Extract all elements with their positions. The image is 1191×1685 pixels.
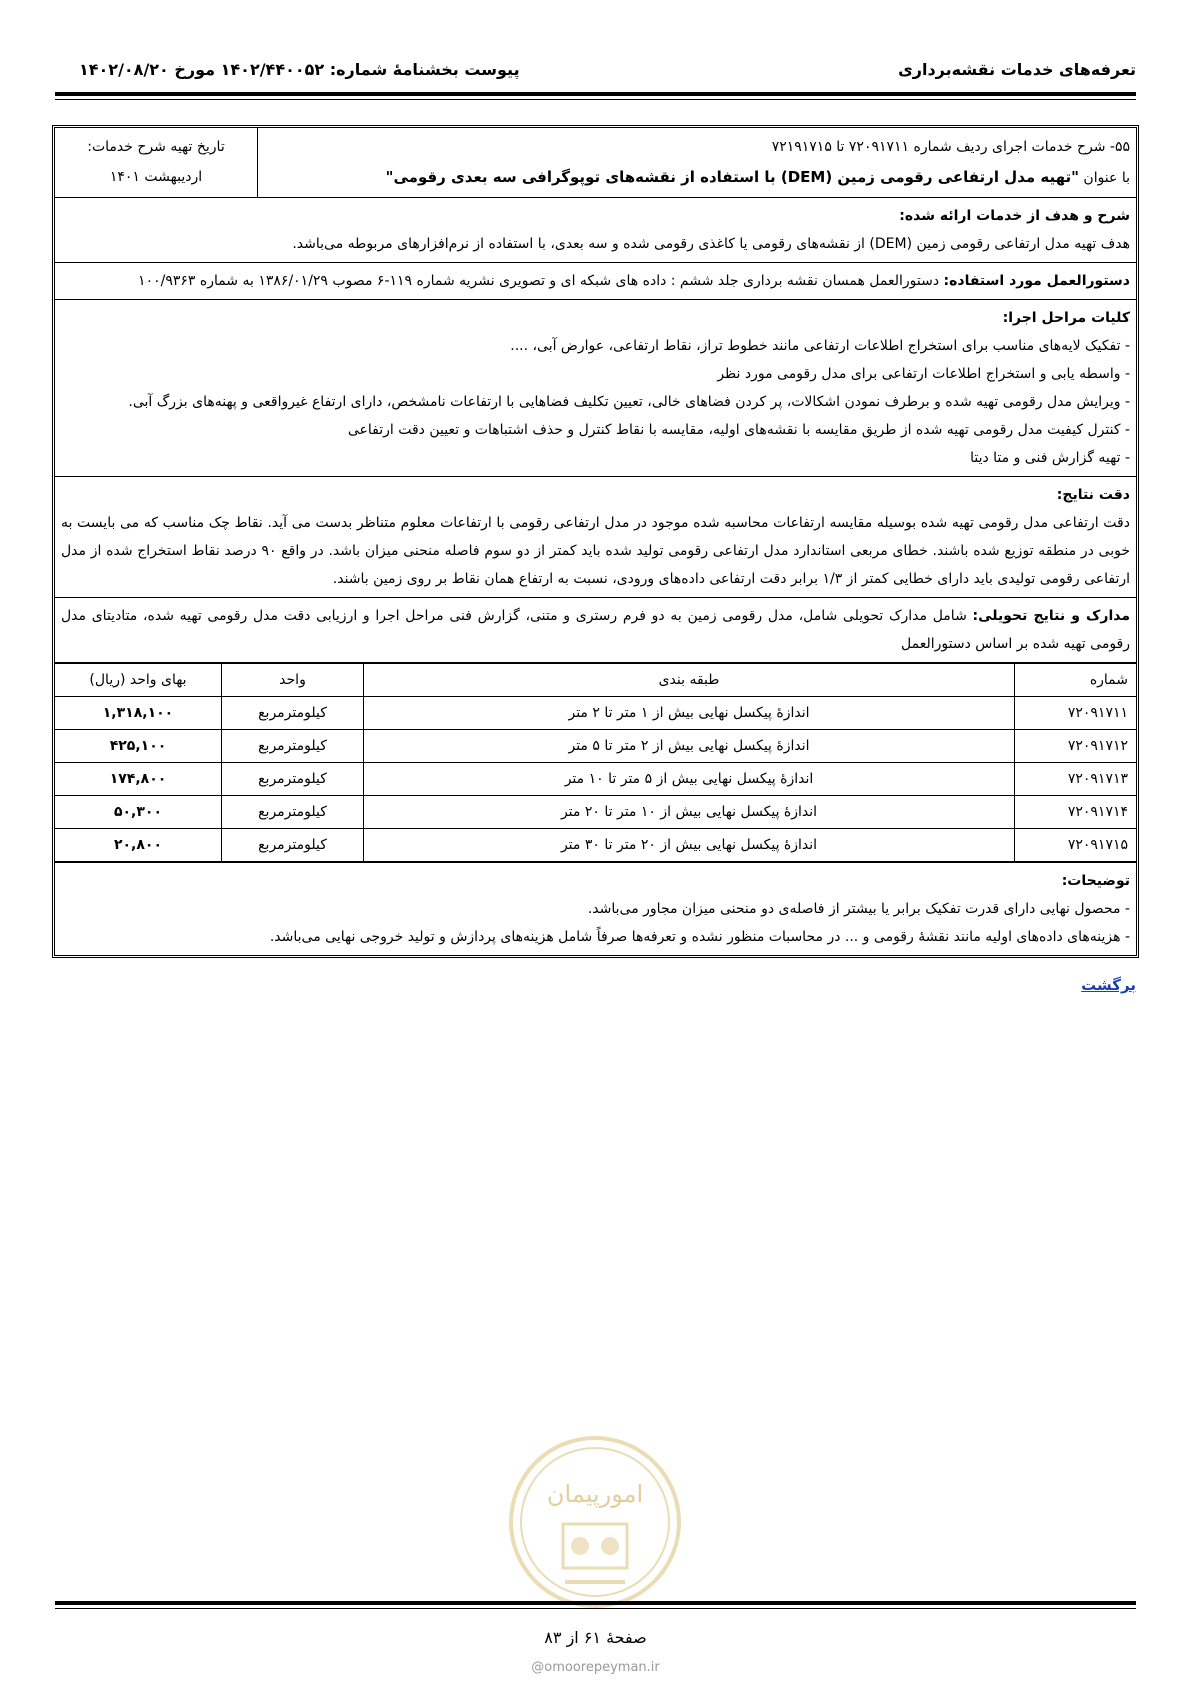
watermark-seal-icon	[505, 1432, 685, 1612]
row-code: ۷۲۰۹۱۷۱۵	[1015, 829, 1137, 862]
footer-rule-thick	[55, 1601, 1136, 1605]
deliverables-section	[55, 598, 1136, 663]
instruction-text: دستورالعمل همسان نقشه برداری جلد ششم : داده های شبکه ای و تصویری نشریه شماره ۱۱۹-۶ مصوب ۱۳۸۶/۰۱/۲۹ به شماره ۱۰۰/۹۳۶۳	[138, 273, 940, 289]
column-header-code: شماره	[1015, 664, 1137, 697]
accuracy-section	[55, 477, 1136, 598]
accuracy-heading: دقت نتایج:	[1056, 487, 1130, 503]
steps-item: - تهیه گزارش فنی و متا دیتا	[970, 450, 1130, 466]
column-header-unit: واحد	[222, 664, 364, 697]
table-row	[55, 697, 1136, 730]
page-number: صفحۀ ۶۱ از ۸۳	[544, 1628, 647, 1647]
page-header	[55, 56, 1136, 88]
tariff-table	[55, 663, 1136, 862]
steps-item: - تفکیک لایه‌های مناسب برای استخراج اطلاعات ارتفاعی مانند خطوط تراز، نقاط ارتفاعی، عوارض آبی، ....	[510, 338, 1130, 354]
header-rule-thick	[55, 92, 1136, 96]
purpose-text: هدف تهیه مدل ارتفاعی رقومی زمین (DEM) از نقشه‌های رقومی یا کاغذی رقومی شده و سه بعدی، با استفاده از نرم‌افزارهای مربوطه می‌باشد.	[292, 236, 1130, 252]
table-row	[55, 730, 1136, 763]
service-frame	[52, 125, 1139, 958]
service-date-cell	[55, 128, 257, 197]
header-circular-reference: پیوست بخشنامۀ شماره: ۱۴۰۲/۴۴۰۰۵۲ مورخ ۱۴۰۲/۰۸/۲۰	[79, 60, 520, 79]
instruction-section	[55, 263, 1136, 300]
notes-item: - هزینه‌های داده‌های اولیه مانند نقشۀ رقومی و ... در محاسبات منظور نشده و تعرفه‌ها صرفاً شامل هزینه‌های پردازش و تولید خروجی نهایی می‌باشد.	[269, 929, 1130, 945]
row-unit: کیلومترمربع	[222, 697, 364, 730]
service-title-row	[55, 128, 1136, 198]
row-price: ۴۲۵,۱۰۰	[55, 730, 222, 763]
row-price: ۲۰,۸۰۰	[55, 829, 222, 862]
service-date-value: اردیبهشت ۱۴۰۱	[109, 169, 203, 185]
row-code: ۷۲۰۹۱۷۱۲	[1015, 730, 1137, 763]
table-row	[55, 763, 1136, 796]
steps-item: - کنترل کیفیت مدل رقومی تهیه شده از طریق مقایسه با نقشه‌های اولیه، مقایسه با نقاط کنترل و حذف اشتباهات و تعیین دقت ارتفاعی	[347, 422, 1130, 438]
deliverables-text: شامل مدارک تحویلی شامل، مدل رقومی زمین به دو فرم رستری و متنی، گزارش فنی مراحل اجرا و ارزیابی دقت مدل رقومی تهیه شده، متادیتای مدل رقومی تهیه شده بر اساس دستورالعمل	[61, 608, 1130, 652]
column-header-classification: طبقه بندی	[364, 664, 1015, 697]
service-title: "تهیه مدل ارتفاعی رقومی زمین (DEM) با استفاده از نقشه‌های توپوگرافی سه بعدی رقومی"	[385, 168, 1079, 186]
service-date-label: تاریخ تهیه شرح خدمات:	[87, 139, 225, 155]
row-classification: اندازۀ پیکسل نهایی بیش از ۲ متر تا ۵ متر	[364, 730, 1015, 763]
row-classification: اندازۀ پیکسل نهایی بیش از ۱۰ متر تا ۲۰ متر	[364, 796, 1015, 829]
tariff-header-row	[55, 664, 1136, 697]
row-unit: کیلومترمربع	[222, 796, 364, 829]
steps-item: - واسطه یابی و استخراج اطلاعات ارتفاعی برای مدل رقومی مورد نظر	[717, 366, 1130, 382]
back-link[interactable]: برگشت	[1081, 976, 1136, 994]
header-rule-thin	[55, 99, 1136, 100]
steps-section	[55, 300, 1136, 477]
purpose-heading: شرح و هدف از خدمات ارائه شده:	[899, 208, 1130, 224]
notes-heading: توضیحات:	[1061, 873, 1130, 889]
row-classification: اندازۀ پیکسل نهایی بیش از ۲۰ متر تا ۳۰ متر	[364, 829, 1015, 862]
row-price: ۵۰,۳۰۰	[55, 796, 222, 829]
row-code: ۷۲۰۹۱۷۱۴	[1015, 796, 1137, 829]
purpose-section	[55, 198, 1136, 263]
steps-item: - ویرایش مدل رقومی تهیه شده و برطرف نمودن اشکالات، پر کردن فضاهای خالی، تعیین تکلیف فضاهایی با ارتفاعات نامشخص، دارای ارتفاع غیرواقعی و پهنه‌های بزرگ آبی.	[128, 394, 1130, 410]
header-title: تعرفه‌های خدمات نقشه‌برداری	[898, 60, 1136, 79]
row-classification: اندازۀ پیکسل نهایی بیش از ۵ متر تا ۱۰ متر	[364, 763, 1015, 796]
site-watermark: @omoorepeyman.ir	[531, 1660, 660, 1675]
service-title-line	[264, 162, 1130, 193]
row-unit: کیلومترمربع	[222, 829, 364, 862]
table-row	[55, 796, 1136, 829]
seal-text: امورپیمان	[546, 1480, 644, 1508]
notes-item: - محصول نهایی دارای قدرت تفکیک برابر یا بیشتر از فاصله‌ی دو منحنی میزان مجاور می‌باشد.	[587, 901, 1130, 917]
row-classification: اندازۀ پیکسل نهایی بیش از ۱ متر تا ۲ متر	[364, 697, 1015, 730]
tariff-table-wrap	[55, 663, 1136, 863]
column-header-price: بهای واحد (ریال)	[55, 664, 222, 697]
row-unit: کیلومترمربع	[222, 730, 364, 763]
deliverables-label: مدارک و نتایج تحویلی:	[972, 608, 1131, 624]
service-intro-line: ۵۵- شرح خدمات اجرای ردیف شماره ۷۲۰۹۱۷۱۱ تا ۷۲۱۹۱۷۱۵	[771, 139, 1130, 155]
notes-section	[55, 863, 1136, 955]
steps-heading: کلیات مراحل اجرا:	[1002, 310, 1130, 326]
row-price: ۱۷۴,۸۰۰	[55, 763, 222, 796]
footer-rule-thin	[55, 1608, 1136, 1609]
row-code: ۷۲۰۹۱۷۱۱	[1015, 697, 1137, 730]
table-row	[55, 829, 1136, 862]
service-title-cell	[257, 128, 1136, 197]
instruction-label: دستورالعمل مورد استفاده:	[943, 273, 1130, 289]
accuracy-text: دقت ارتفاعی مدل رقومی تهیه شده بوسیله مقایسه ارتفاعات محاسبه شده موجود در مدل ارتفاعی رقومی با ارتفاعات معلوم متناظر بدست می آید. نقاط چک مناسب که می بایست به خوبی در منطقه توزیع شده باشند. خطای مربعی استاندارد مدل ارتفاعی رقومی تولید شده باید کمتر از دو سوم فاصله منحنی میزان باشد. در واقع ۹۰ درصد نقاط استخراج شده از مدل ارتفاعی رقومی تولیدی باید دارای خطایی کمتر از ۱/۳ برابر دقت ارتفاعی داده‌های ورودی، نسبت به ارتفاع همان نقاط بر روی زمین باشند.	[61, 515, 1131, 587]
row-unit: کیلومترمربع	[222, 763, 364, 796]
row-code: ۷۲۰۹۱۷۱۳	[1015, 763, 1137, 796]
service-title-prefix: با عنوان	[1083, 170, 1130, 186]
row-price: ۱,۳۱۸,۱۰۰	[55, 697, 222, 730]
